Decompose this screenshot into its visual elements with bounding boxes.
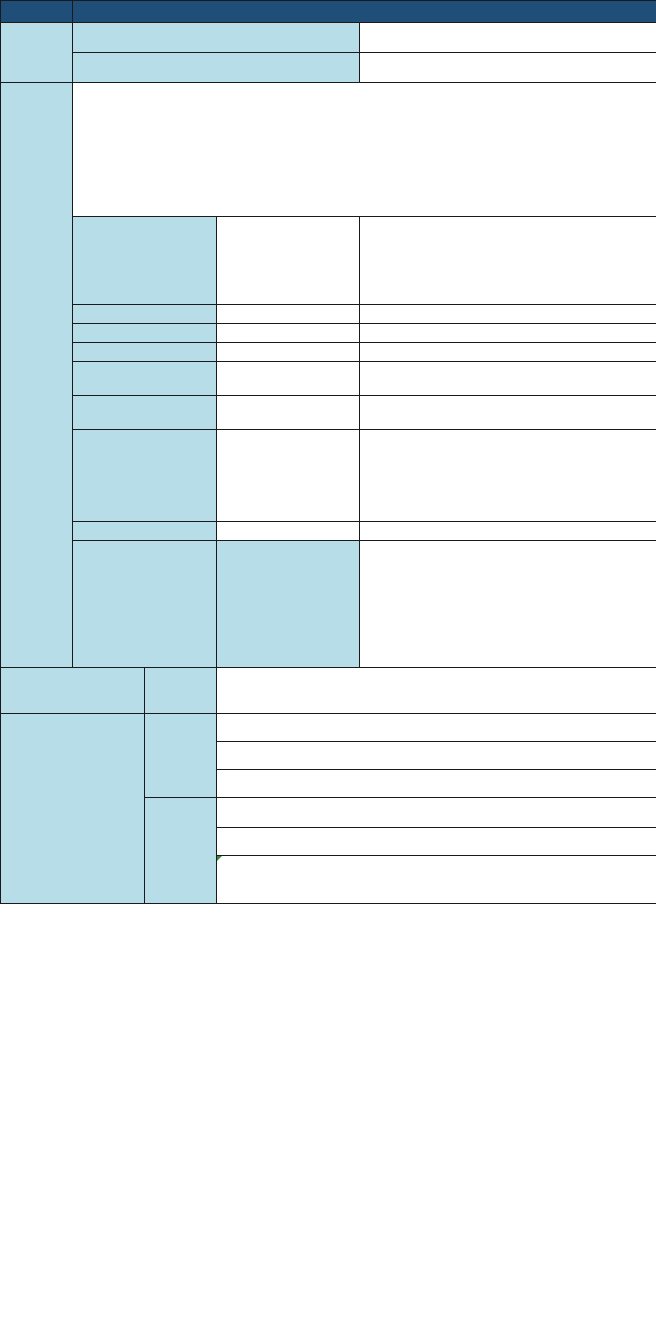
md-app — [360, 305, 656, 324]
time-sub — [145, 668, 217, 714]
md-code — [73, 430, 217, 522]
alarm-row — [1, 541, 656, 668]
md-code — [73, 343, 217, 362]
model-name — [73, 23, 360, 53]
md-std-text — [220, 305, 356, 323]
time-label — [1, 668, 145, 714]
md-std — [217, 430, 360, 522]
test-type-label — [1, 23, 73, 83]
md-std-text — [220, 522, 356, 540]
leak-err — [217, 856, 656, 904]
md-app — [360, 430, 656, 522]
md-code — [73, 522, 217, 541]
header-function — [1, 1, 73, 23]
leak-row — [1, 714, 656, 742]
leak-label — [1, 714, 145, 904]
md-std — [217, 362, 360, 396]
md-row — [1, 324, 656, 343]
leak-range — [217, 742, 656, 770]
md-row — [1, 305, 656, 324]
md-std-text — [220, 396, 356, 429]
time-value — [217, 668, 656, 714]
md-std — [217, 522, 360, 541]
md-app — [360, 343, 656, 362]
model-desc — [360, 23, 656, 53]
md-circuit-diagram — [73, 83, 655, 211]
md-std-text — [220, 430, 356, 521]
md-code — [73, 305, 217, 324]
md-std-text — [220, 324, 356, 342]
md-row — [1, 343, 656, 362]
md-head-std — [217, 217, 360, 305]
md-std — [217, 305, 360, 324]
md-head-app — [360, 217, 656, 305]
md-std — [217, 343, 360, 362]
test-type-row — [1, 23, 656, 53]
leak-range-label — [145, 714, 217, 798]
md-row — [1, 522, 656, 541]
leak-err-label — [145, 798, 217, 904]
md-circuit-row — [1, 83, 656, 217]
md-circuit-diagrams — [73, 83, 656, 217]
md-row — [1, 396, 656, 430]
md-std-text — [220, 362, 356, 395]
leak-err — [217, 798, 656, 828]
time-row — [1, 668, 656, 714]
alarm-value — [360, 541, 656, 668]
leak-range — [217, 770, 656, 798]
header-row — [1, 1, 656, 23]
md-code — [73, 324, 217, 343]
md-label — [1, 83, 73, 668]
model-desc — [360, 53, 656, 83]
md-app — [360, 324, 656, 343]
md-row — [1, 430, 656, 522]
leak-range — [217, 714, 656, 742]
md-app — [360, 522, 656, 541]
md-app — [360, 362, 656, 396]
test-type-row — [1, 53, 656, 83]
md-table-head — [1, 217, 656, 305]
md-head-code — [73, 217, 217, 305]
model-name — [73, 53, 360, 83]
md-row — [1, 362, 656, 396]
md-std-text — [220, 343, 356, 361]
md-std — [217, 324, 360, 343]
alarm-sub — [217, 541, 360, 668]
leak-err — [217, 828, 656, 856]
alarm-label — [73, 541, 217, 668]
header-spec — [73, 1, 656, 23]
md-code — [73, 362, 217, 396]
md-code — [73, 396, 217, 430]
md-std — [217, 396, 360, 430]
md-app — [360, 396, 656, 430]
